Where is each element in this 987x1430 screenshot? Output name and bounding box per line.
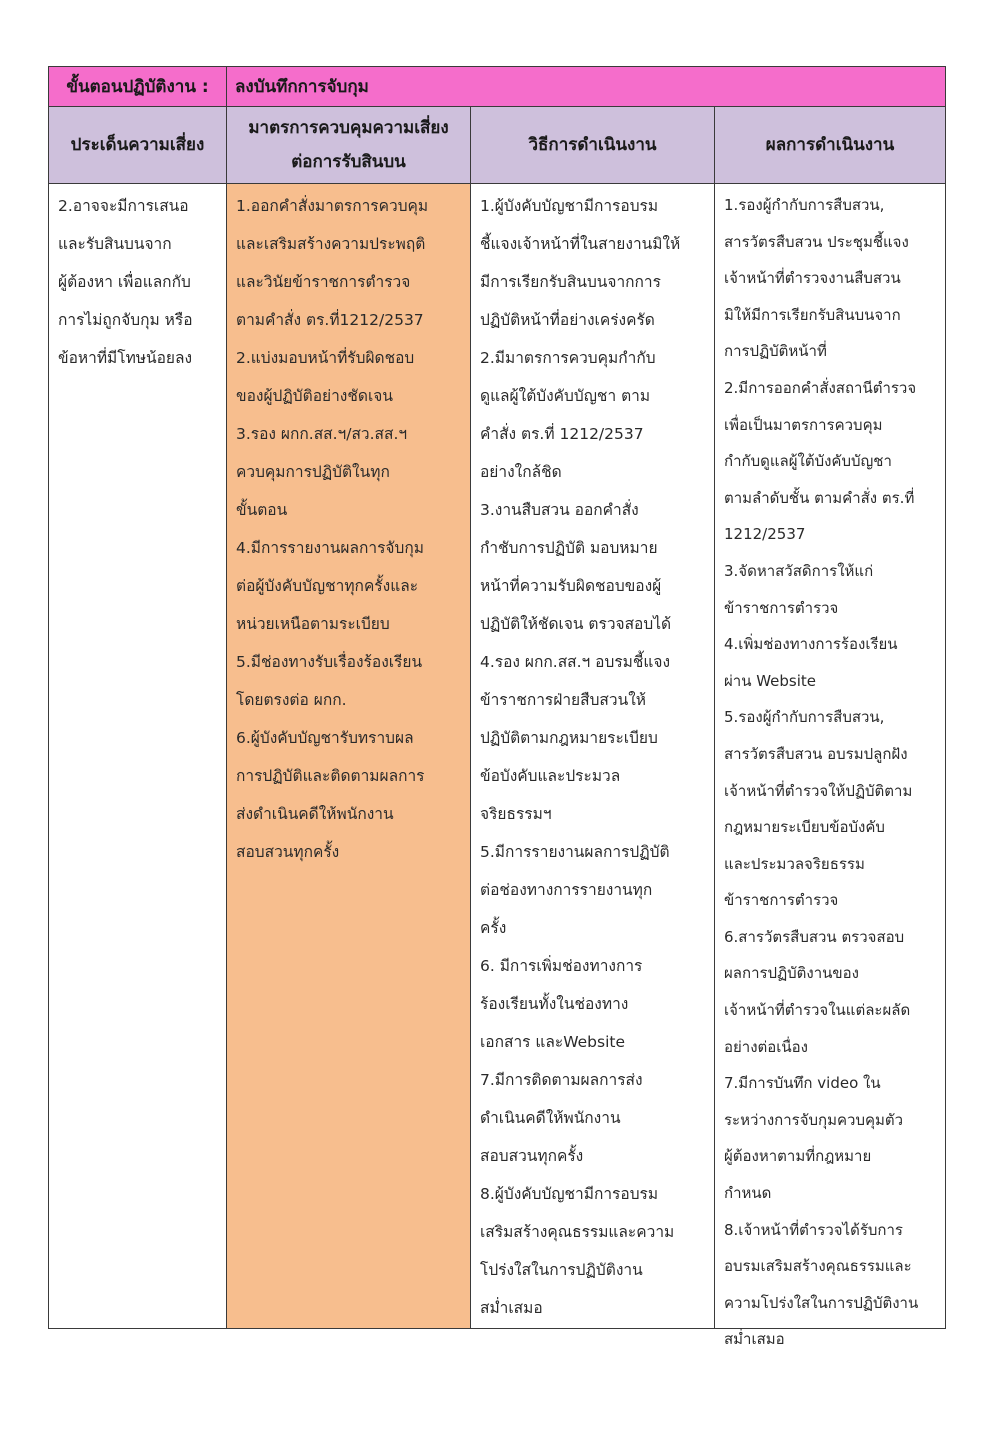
- result-text-line: อบรมเสริมสร้างคุณธรรมและ: [724, 1257, 912, 1276]
- result-text-line: กำหนด: [724, 1184, 772, 1203]
- method-text-line: สอบสวนทุกครั้ง: [480, 1147, 584, 1165]
- step-label: ขั้นตอนปฏิบัติงาน :: [49, 67, 227, 106]
- method-text-line: 1.ผู้บังคับบัญชามีการอบรม: [480, 197, 659, 215]
- result-text-line: 3.จัดหาสวัสดิการให้แก่: [724, 561, 874, 580]
- method-text-line: คำสั่ง ตร.ที่ 1212/2537: [480, 425, 644, 443]
- result-text-line: 4.เพิ่มช่องทางการร้องเรียน: [724, 635, 898, 654]
- method-text-line: อย่างใกล้ชิด: [480, 463, 562, 481]
- result-text-line: 5.รองผู้กำกับการสืบสวน,: [724, 708, 885, 727]
- method-text-line: ดำเนินคดีให้พนักงาน: [480, 1109, 621, 1127]
- method-text-line: ข้อบังคับและประมวล: [480, 767, 621, 785]
- result-text-line: สม่ำเสมอ: [724, 1330, 785, 1349]
- method-text-line: ปฏิบัติตามกฎหมายระเบียบ: [480, 729, 658, 747]
- result-text-line: 1212/2537: [724, 525, 806, 544]
- measure-text-line: ส่งดำเนินคดีให้พนักงาน: [236, 805, 394, 823]
- measure-text-line: และเสริมสร้างความประพฤติ: [236, 235, 426, 253]
- result-text-line: เจ้าหน้าที่ตำรวจในแต่ละผลัด: [724, 1001, 911, 1020]
- result-text-line: 8.เจ้าหน้าที่ตำรวจได้รับการ: [724, 1220, 903, 1239]
- result-text-line: เจ้าหน้าที่ตำรวจงานสืบสวน: [724, 269, 901, 288]
- header-measures-line-2: ต่อการรับสินบน: [291, 152, 406, 172]
- method-text-line: ปฏิบัติหน้าที่อย่างเคร่งครัด: [480, 311, 655, 329]
- result-text-line: ผ่าน Website: [724, 671, 817, 690]
- result-text-line: กฎหมายระเบียบข้อบังคับ: [724, 818, 885, 837]
- table-body-row: [49, 184, 945, 1349]
- measures-cell: [227, 184, 471, 1328]
- method-text-line: ครั้ง: [480, 919, 507, 937]
- risk-text-line: การไม่ถูกจับกุม หรือ: [58, 311, 193, 329]
- header-measures-line-1: มาตรการควบคุมความเสี่ยง: [248, 118, 449, 138]
- result-text-line: สารวัตรสืบสวน ประชุมชี้แจง: [724, 232, 909, 251]
- method-text-line: 7.มีการติดตามผลการส่ง: [480, 1071, 643, 1089]
- result-text-line: ข้าราชการตำรวจ: [724, 891, 839, 910]
- measure-text-line: 5.มีช่องทางรับเรื่องร้องเรียน: [236, 653, 423, 671]
- result-text-line: กำกับดูแลผู้ใต้บังคับบัญชา: [724, 452, 892, 471]
- measure-text-line: โดยตรงต่อ ผกก.: [236, 691, 347, 709]
- method-text-line: ดูแลผู้ใต้บังคับบัญชา ตาม: [480, 387, 651, 405]
- measure-text-line: ควบคุมการปฏิบัติในทุก: [236, 463, 390, 481]
- method-text-line: 3.งานสืบสวน ออกคำสั่ง: [480, 501, 639, 519]
- header-measures: [227, 107, 471, 183]
- result-text-line: สารวัตรสืบสวน อบรมปลูกฝัง: [724, 744, 908, 763]
- header-result: [715, 107, 945, 183]
- method-text-line: กำชับการปฏิบัติ มอบหมาย: [480, 539, 658, 557]
- method-text-line: เอกสาร และWebsite: [480, 1033, 626, 1051]
- result-text-line: ผู้ต้องหาตามที่กฎหมาย: [724, 1147, 872, 1166]
- method-text-line: 8.ผู้บังคับบัญชามีการอบรม: [480, 1185, 659, 1203]
- result-text-line: 1.รองผู้กำกับการสืบสวน,: [724, 196, 885, 214]
- method-text-line: ปฏิบัติให้ชัดเจน ตรวจสอบได้: [480, 615, 672, 633]
- header-method-label: วิธีการดำเนินงาน: [528, 135, 657, 155]
- measure-text-line: 2.แบ่งมอบหน้าที่รับผิดชอบ: [236, 349, 415, 367]
- method-text-line: 5.มีการรายงานผลการปฏิบัติ: [480, 843, 670, 861]
- measure-text-line: ต่อผู้บังคับบัญชาทุกครั้งและ: [236, 577, 419, 595]
- method-text-line: เสริมสร้างคุณธรรมและความ: [480, 1223, 675, 1241]
- result-text-line: 2.มีการออกคำสั่งสถานีตำรวจ: [724, 378, 917, 397]
- measure-text-line: สอบสวนทุกครั้ง: [236, 843, 340, 861]
- measure-text-line: 1.ออกคำสั่งมาตรการควบคุม: [236, 197, 429, 215]
- risk-cell: [49, 184, 227, 1328]
- method-text-line: สม่ำเสมอ: [480, 1299, 543, 1317]
- step-row: [49, 67, 945, 107]
- result-text-line: มิให้มีการเรียกรับสินบนจาก: [724, 305, 901, 324]
- risk-text-line: 2.อาจจะมีการเสนอ: [58, 197, 189, 215]
- result-text-line: อย่างต่อเนื่อง: [724, 1037, 809, 1056]
- measure-text-line: 4.มีการรายงานผลการจับกุม: [236, 539, 424, 557]
- method-text-line: ร้องเรียนทั้งในช่องทาง: [480, 995, 629, 1013]
- risk-control-table: [48, 66, 946, 1349]
- risk-text-line: และรับสินบนจาก: [58, 235, 172, 253]
- measure-text-line: หน่วยเหนือตามระเบียบ: [236, 615, 390, 633]
- method-text-line: มีการเรียกรับสินบนจากการ: [480, 273, 661, 291]
- result-text-line: ข้าราชการตำรวจ: [724, 598, 839, 617]
- risk-text-line: ผู้ต้องหา เพื่อแลกกับ: [58, 273, 191, 291]
- measure-text-line: ตามคำสั่ง ตร.ที่1212/2537: [236, 311, 424, 329]
- method-text-line: ข้าราชการฝ่ายสืบสวนให้: [480, 691, 646, 709]
- step-value: ลงบันทึกการจับกุม: [235, 77, 369, 97]
- measure-text-line: ขั้นตอน: [236, 501, 288, 519]
- header-result-label: ผลการดำเนินงาน: [765, 135, 895, 155]
- risk-text-line: ข้อหาที่มีโทษน้อยลง: [58, 349, 193, 367]
- measure-text-line: การปฏิบัติและติดตามผลการ: [236, 767, 425, 785]
- measure-text-line: 3.รอง ผกก.สส.ฯ/สว.สส.ฯ: [236, 425, 408, 443]
- method-cell: [471, 184, 715, 1328]
- method-text-line: 6. มีการเพิ่มช่องทางการ: [480, 957, 643, 975]
- method-text-line: โปร่งใสในการปฏิบัติงาน: [480, 1261, 643, 1279]
- measure-text-line: ของผู้ปฏิบัติอย่างชัดเจน: [236, 387, 393, 405]
- method-text-line: 2.มีมาตรการควบคุมกำกับ: [480, 349, 656, 367]
- result-text-line: ระหว่างการจับกุมควบคุมตัว: [724, 1110, 904, 1129]
- method-text-line: ต่อช่องทางการรายงานทุก: [480, 881, 653, 899]
- header-risk-label: ประเด็นความเสี่ยง: [70, 135, 205, 155]
- header-method: [471, 107, 715, 183]
- result-text-line: เพื่อเป็นมาตรการควบคุม: [724, 415, 883, 434]
- header-risk: [49, 107, 227, 183]
- result-text-line: ผลการปฏิบัติงานของ: [724, 964, 859, 983]
- measure-text-line: 6.ผู้บังคับบัญชารับทราบผล: [236, 729, 414, 747]
- result-text-line: 6.สารวัตรสืบสวน ตรวจสอบ: [724, 927, 905, 946]
- result-text-line: ความโปร่งใสในการปฏิบัติงาน: [724, 1293, 919, 1312]
- result-text-line: 7.มีการบันทึก video ใน: [724, 1074, 881, 1093]
- result-text-line: ตามลำดับชั้น ตามคำสั่ง ตร.ที่: [724, 488, 915, 507]
- result-cell: [715, 184, 945, 1349]
- method-text-line: ชี้แจงเจ้าหน้าที่ในสายงานมิให้: [480, 235, 681, 253]
- method-text-line: 4.รอง ผกก.สส.ฯ อบรมชี้แจง: [480, 653, 671, 671]
- method-text-line: จริยธรรมฯ: [480, 805, 552, 823]
- result-text-line: เจ้าหน้าที่ตำรวจให้ปฏิบัติตาม: [724, 781, 913, 800]
- result-text-line: การปฏิบัติหน้าที่: [724, 342, 827, 361]
- method-text-line: หน้าที่ความรับผิดชอบของผู้: [480, 577, 662, 595]
- result-text-line: และประมวลจริยธรรม: [724, 854, 865, 873]
- measure-text-line: และวินัยข้าราชการตำรวจ: [236, 273, 411, 291]
- table-header-row: [49, 107, 945, 184]
